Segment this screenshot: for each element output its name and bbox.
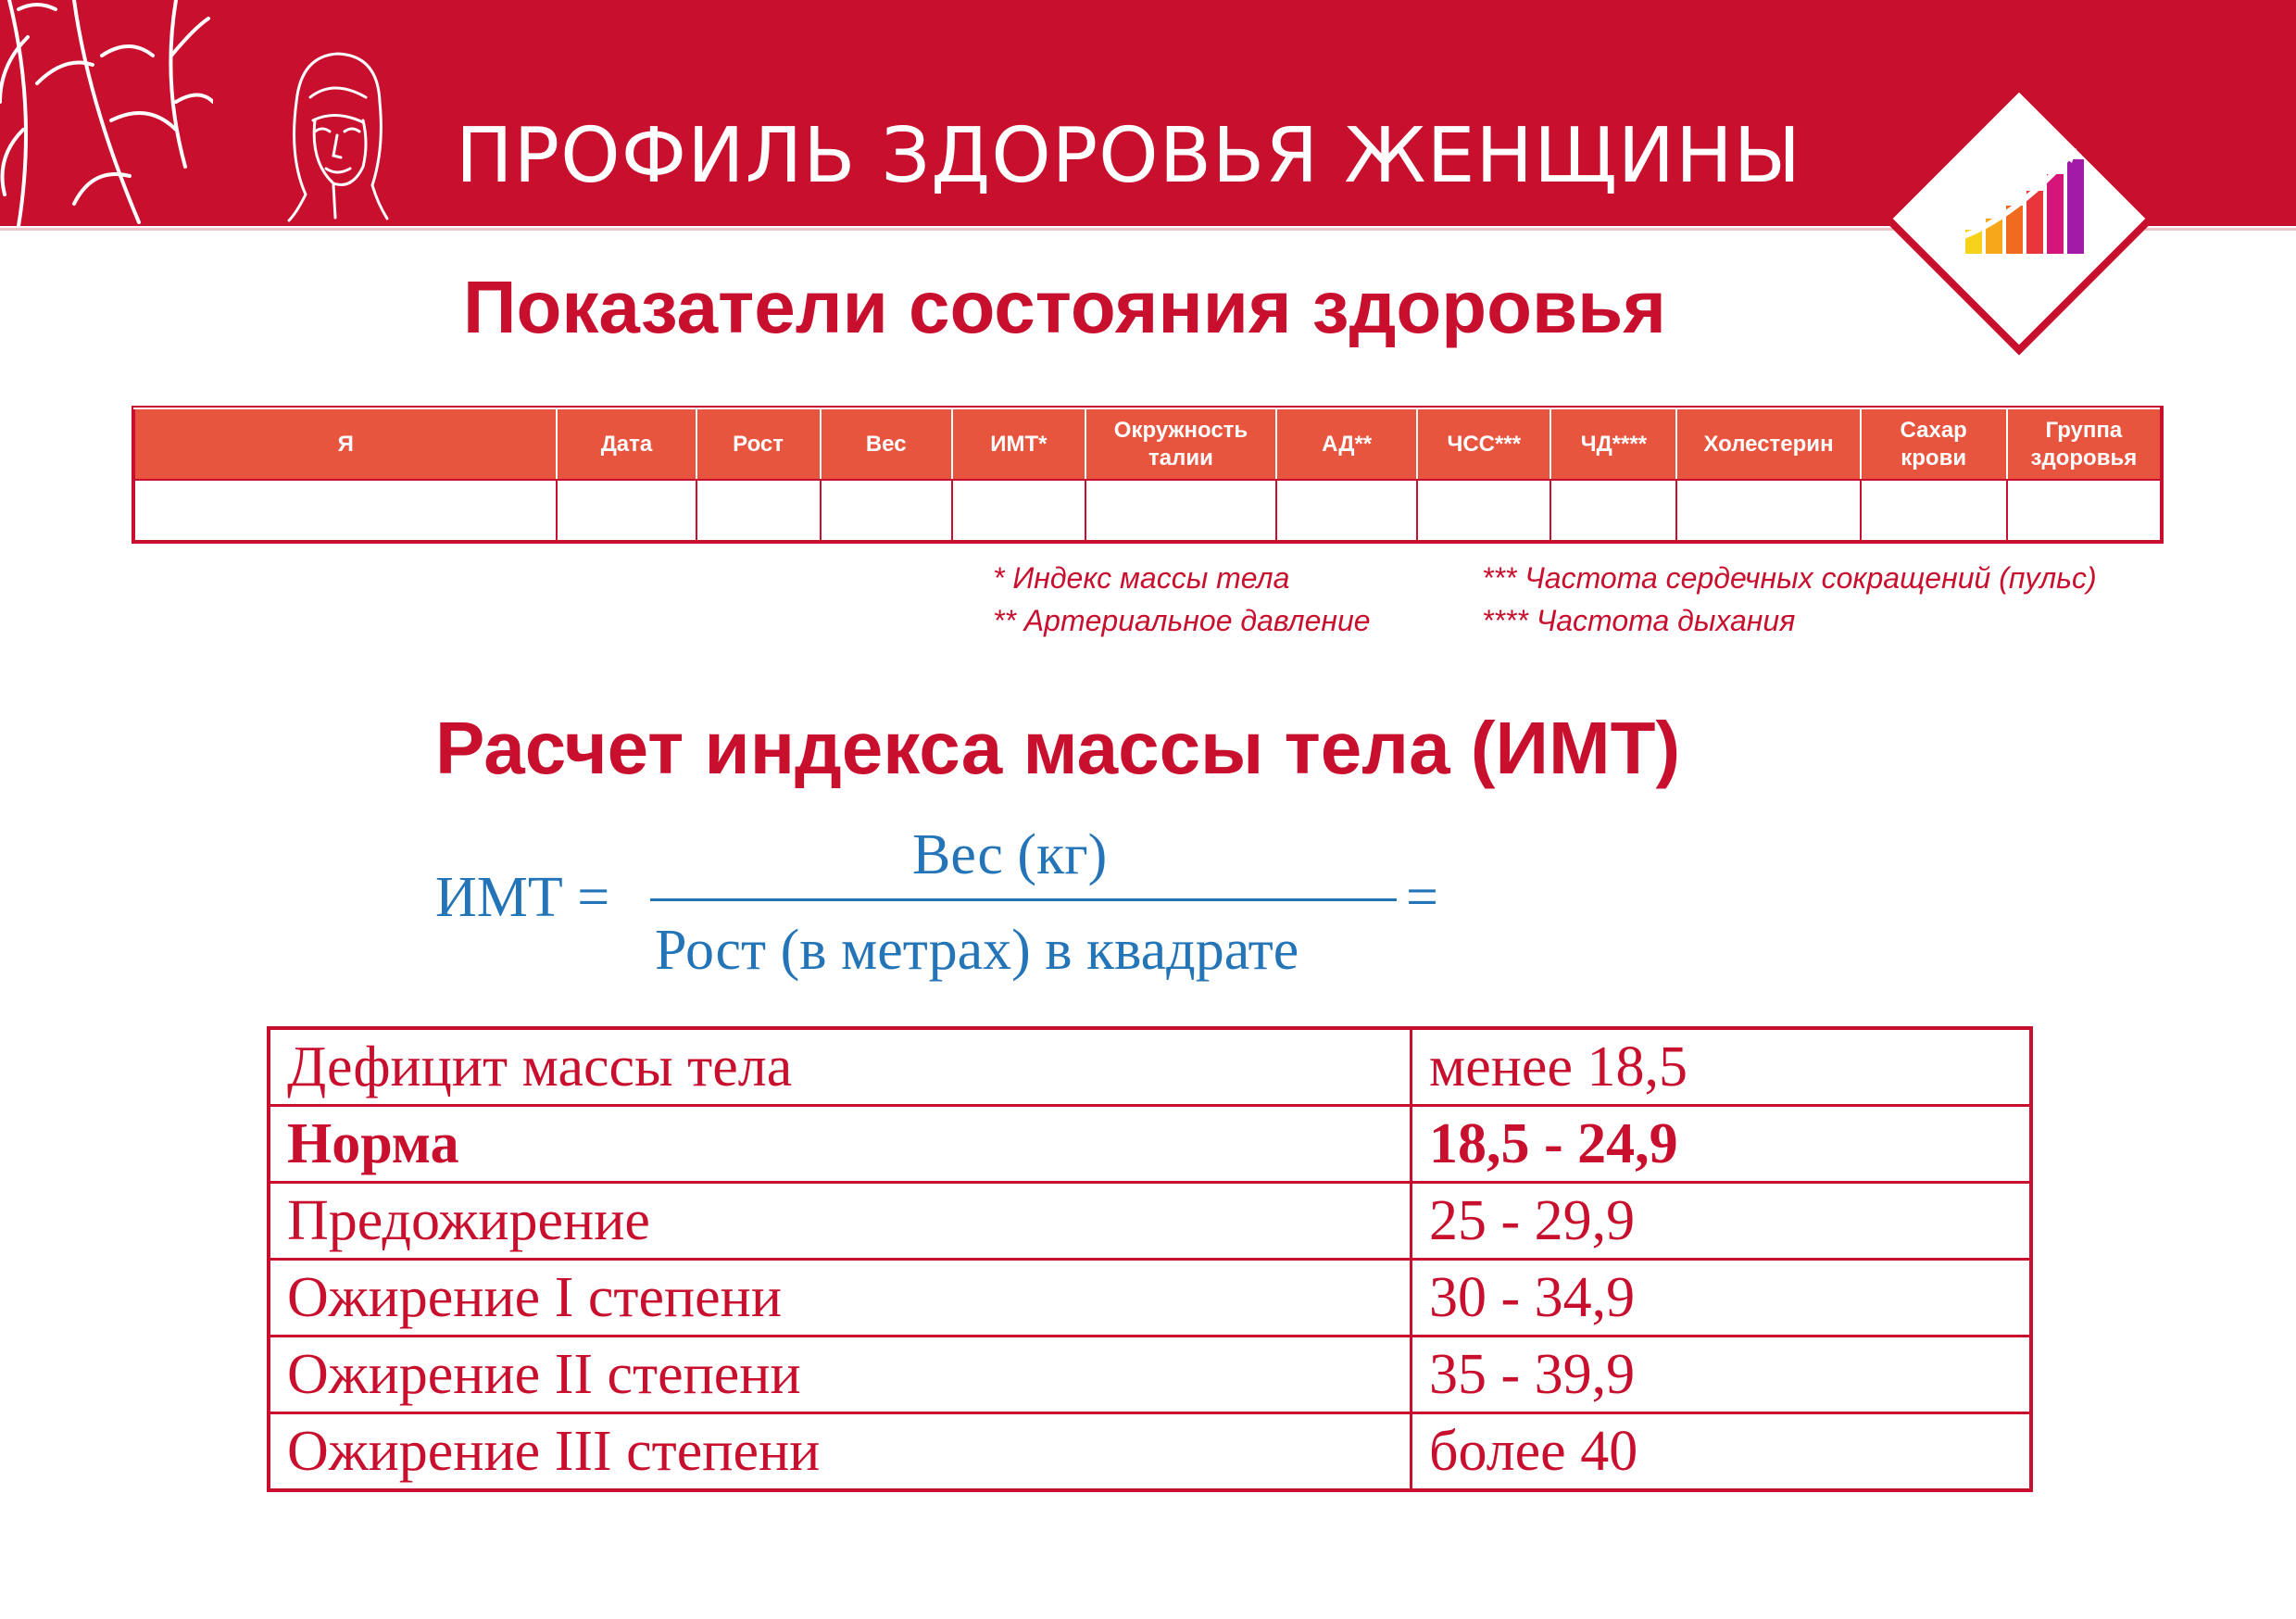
cell-height[interactable] <box>696 480 821 541</box>
formula-rhs: = <box>1406 866 1438 929</box>
cell-cholesterol[interactable] <box>1676 480 1860 541</box>
col-header-date: Дата <box>557 408 696 480</box>
bmi-range: менее 18,5 <box>1411 1028 2032 1106</box>
formula-numerator: Вес (кг) <box>912 823 1108 886</box>
bmi-row <box>269 1183 2031 1260</box>
bmi-category: Норма <box>269 1106 1411 1183</box>
formula-fraction-bar <box>650 898 1397 901</box>
footnote-bmi: * Индекс массы тела <box>993 561 1290 595</box>
cell-bmi[interactable] <box>952 480 1085 541</box>
woman-face-icon <box>269 46 403 222</box>
cell-heart-rate[interactable] <box>1417 480 1550 541</box>
cell-weight[interactable] <box>821 480 952 541</box>
leaves-decoration-icon <box>0 0 213 226</box>
col-header-weight: Вес <box>821 408 952 480</box>
bmi-row <box>269 1260 2031 1337</box>
metrics-header-row <box>134 408 2161 480</box>
col-header-me: Я <box>134 408 557 480</box>
cell-waist[interactable] <box>1085 480 1276 541</box>
health-metrics-table <box>133 408 2162 542</box>
col-header-bmi: ИМТ* <box>952 408 1085 480</box>
footnote-bp: ** Артериальное давление <box>993 604 1371 637</box>
col-header-height: Рост <box>696 408 821 480</box>
formula-lhs: ИМТ = <box>435 866 610 929</box>
cell-resp-rate[interactable] <box>1550 480 1676 541</box>
footnote-heart-rate: *** Частота сердечных сокращений (пульс) <box>1482 561 2097 595</box>
growth-chart-icon <box>1882 82 2156 356</box>
bmi-category: Предожирение <box>269 1183 1411 1260</box>
formula-denominator: Рост (в метрах) в квадрате <box>655 919 1299 982</box>
bmi-category: Дефицит массы тела <box>269 1028 1411 1106</box>
bmi-row <box>269 1413 2031 1491</box>
bmi-row <box>269 1106 2031 1183</box>
brand-title: ПРОФИЛЬ ЗДОРОВЬЯ ЖЕНЩИНЫ <box>456 112 1802 200</box>
col-header-bp: АД** <box>1276 408 1417 480</box>
bmi-range: 25 - 29,9 <box>1411 1183 2032 1260</box>
bmi-range: 30 - 34,9 <box>1411 1260 2032 1337</box>
cell-date[interactable] <box>557 480 696 541</box>
health-indicators-title: Показатели состояния здоровья <box>463 266 1666 348</box>
bmi-classification-table <box>267 1026 2033 1492</box>
bmi-range: более 40 <box>1411 1413 2032 1491</box>
cell-bp[interactable] <box>1276 480 1417 541</box>
col-header-blood-sugar: Сахар крови <box>1861 408 2007 480</box>
bmi-category: Ожирение I степени <box>269 1260 1411 1337</box>
bmi-range: 18,5 - 24,9 <box>1411 1106 2032 1183</box>
cell-health-group[interactable] <box>2007 480 2161 541</box>
cell-blood-sugar[interactable] <box>1861 480 2007 541</box>
col-header-health-group: Группа здоровья <box>2007 408 2161 480</box>
footnote-resp-rate: **** Частота дыхания <box>1482 604 1796 637</box>
col-header-heart-rate: ЧСС*** <box>1417 408 1550 480</box>
cell-me[interactable] <box>134 480 557 541</box>
bmi-row <box>269 1337 2031 1413</box>
col-header-cholesterol: Холестерин <box>1676 408 1860 480</box>
col-header-resp-rate: ЧД**** <box>1550 408 1676 480</box>
metrics-entry-row <box>134 480 2161 541</box>
bmi-range: 35 - 39,9 <box>1411 1337 2032 1413</box>
bmi-row <box>269 1028 2031 1106</box>
bmi-calculation-title: Расчет индекса массы тела (ИМТ) <box>435 707 1681 789</box>
bmi-category: Ожирение III степени <box>269 1413 1411 1491</box>
bmi-category: Ожирение II степени <box>269 1337 1411 1413</box>
col-header-waist: Окружность талии <box>1085 408 1276 480</box>
